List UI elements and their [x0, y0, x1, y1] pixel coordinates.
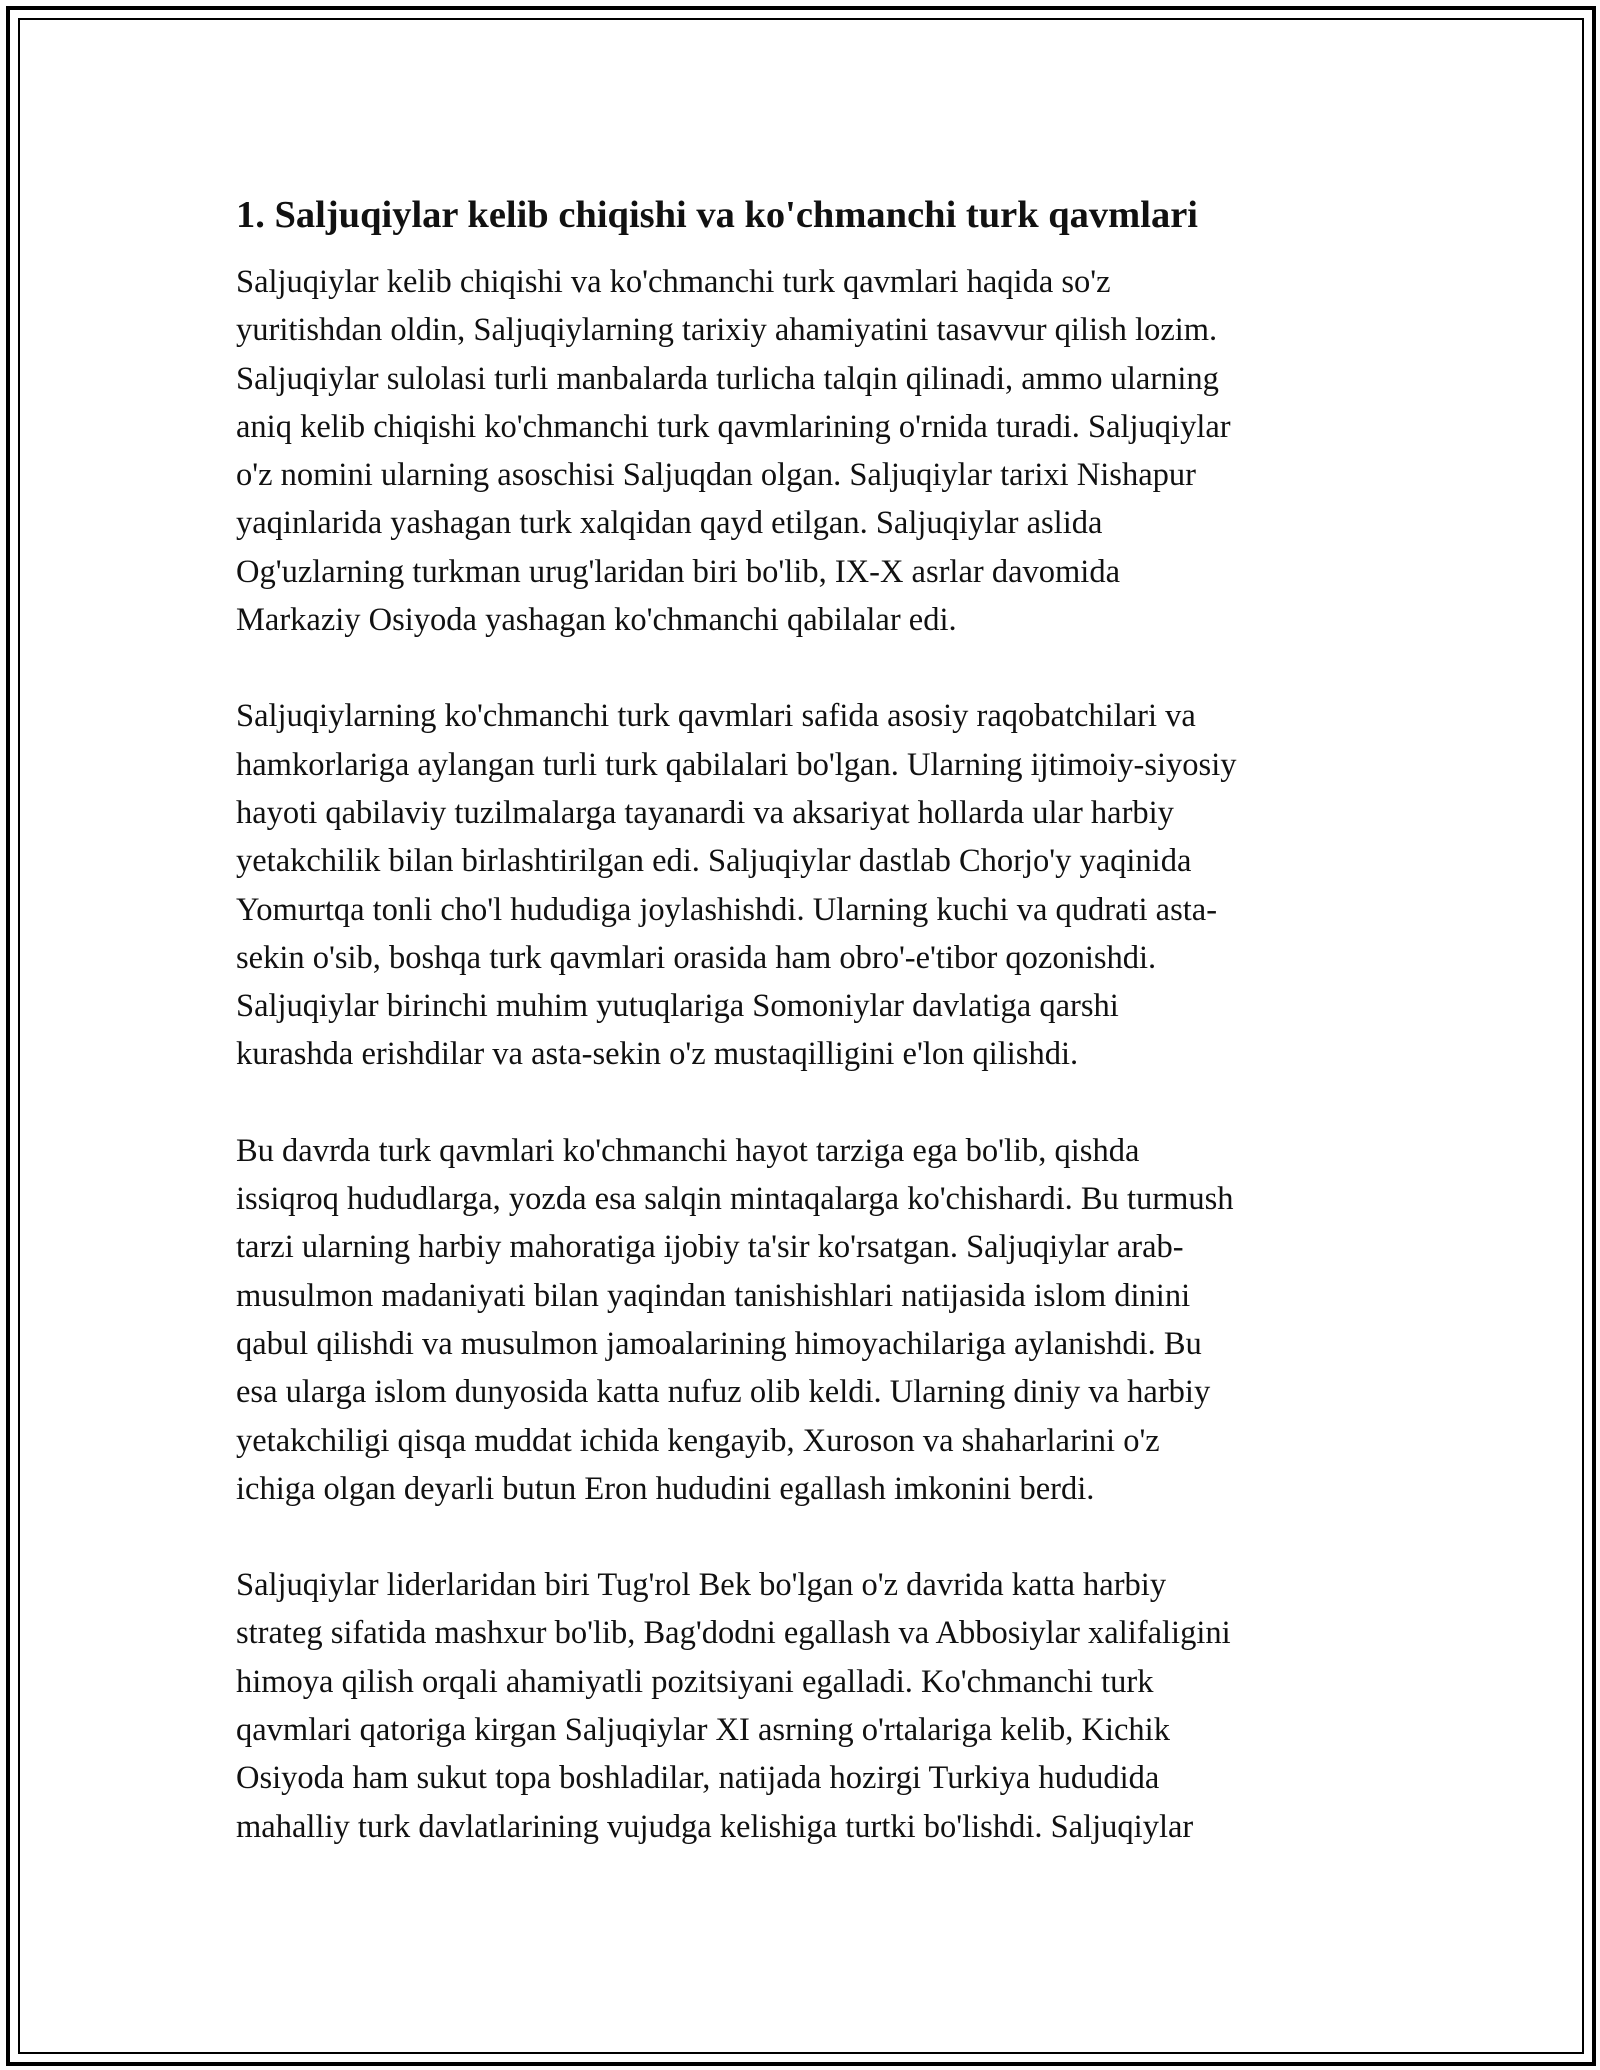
text-line: Osiyoda ham sukut topa boshladilar, natijada hozirgi Turkiya hududida [236, 1760, 1160, 1797]
text-line: sekin o'sib, boshqa turk qavmlari orasida ham obro'-e'tibor qozonishdi. [236, 939, 1157, 976]
text-line: Saljuqiylarning ko'chmanchi turk qavmlari safida asosiy raqobatchilari va [236, 698, 1196, 735]
text-line: o'z nomini ularning asoschisi Saljuqdan olgan. Saljuqiylar tarixi Nishapur [236, 457, 1196, 494]
paragraph [236, 1127, 1366, 1513]
text-line: esa ularga islom dunyosida katta nufuz olib keldi. Ularning diniy va harbiy [236, 1374, 1211, 1411]
text-line: qavmlari qatoriga kirgan Saljuqiylar XI asrning o'rtalariga kelib, Kichik [236, 1712, 1170, 1749]
text-line: Yomurtqa tonli cho'l hududiga joylashishdi. Ularning kuchi va qudrati asta- [236, 891, 1218, 928]
text-line: Saljuqiylar kelib chiqishi va ko'chmanchi turk qavmlari haqida so'z [236, 264, 1111, 300]
text-line: ichiga olgan deyarli butun Eron hududini egallash imkonini berdi. [236, 1470, 1095, 1507]
text-line: kurashda erishdilar va asta-sekin o'z mustaqilligini e'lon qilishdi. [236, 1036, 1079, 1073]
text-line: aniq kelib chiqishi ko'chmanchi turk qavmlarining o'rnida turadi. Saljuqiylar [236, 408, 1231, 445]
text-line: hamkorlariga aylangan turli turk qabilalari bo'lgan. Ularning ijtimoiy-siyosiy [236, 746, 1237, 783]
text-line: Og'uzlarning turkman urug'laridan biri bo'lib, IX-X asrlar davomida [236, 553, 1120, 590]
paragraph [236, 1561, 1366, 1851]
text-line: issiqroq hududlarga, yozda esa salqin mintaqalarga ko'chishardi. Bu turmush [236, 1181, 1234, 1218]
text-line: yetakchilik bilan birlashtirilgan edi. Saljuqiylar dastlab Chorjo'y yaqinida [236, 843, 1192, 880]
text-line: Bu davrda turk qavmlari ko'chmanchi hayot tarziga ega bo'lib, qishda [236, 1132, 1140, 1169]
text-line: tarzi ularning harbiy mahoratiga ijobiy ta'sir ko'rsatgan. Saljuqiylar arab- [236, 1229, 1184, 1266]
paragraph [236, 258, 1366, 644]
text-line: strateg sifatida mashxur bo'lib, Bag'dodni egallash va Abbosiylar xalifaligini [236, 1615, 1231, 1652]
text-line: qabul qilishdi va musulmon jamoalarining himoyachilariga aylanishdi. Bu [236, 1325, 1202, 1362]
text-line: Markaziy Osiyoda yashagan ko'chmanchi qabilalar edi. [236, 602, 957, 639]
text-line: yuritishdan oldin, Saljuqiylarning tarixiy ahamiyatini tasavvur qilish lozim. [236, 312, 1218, 349]
paragraph [236, 692, 1366, 1078]
text-line: hayoti qabilaviy tuzilmalarga tayanardi va aksariyat hollarda ular harbiy [236, 794, 1174, 831]
text-line: yetakchiligi qisqa muddat ichida kengayib, Xuroson va shaharlarini o'z [236, 1422, 1160, 1459]
text-line: yaqinlarida yashagan turk xalqidan qayd etilgan. Saljuqiylar aslida [236, 505, 1103, 542]
text-line: mahalliy turk davlatlarining vujudga kelishiga turtki bo'lishdi. Saljuqiylar [236, 1808, 1194, 1845]
text-line: Saljuqiylar birinchi muhim yutuqlariga Somoniylar davlatiga qarshi [236, 988, 1119, 1025]
section-heading: 1. Saljuqiylar kelib chiqishi va ko'chmanchi turk qavmlari [236, 194, 1198, 236]
text-line: himoya qilish orqali ahamiyatli pozitsiyani egalladi. Ko'chmanchi turk [236, 1663, 1154, 1700]
text-line: Saljuqiylar sulolasi turli manbalarda turlicha talqin qilinadi, ammo ularning [236, 360, 1219, 397]
text-line: Saljuqiylar liderlaridan biri Tug'rol Bek bo'lgan o'z davrida katta harbiy [236, 1567, 1167, 1604]
document-body [236, 190, 1366, 1899]
text-line: musulmon madaniyati bilan yaqindan tanishishlari natijasida islom dinini [236, 1277, 1191, 1314]
